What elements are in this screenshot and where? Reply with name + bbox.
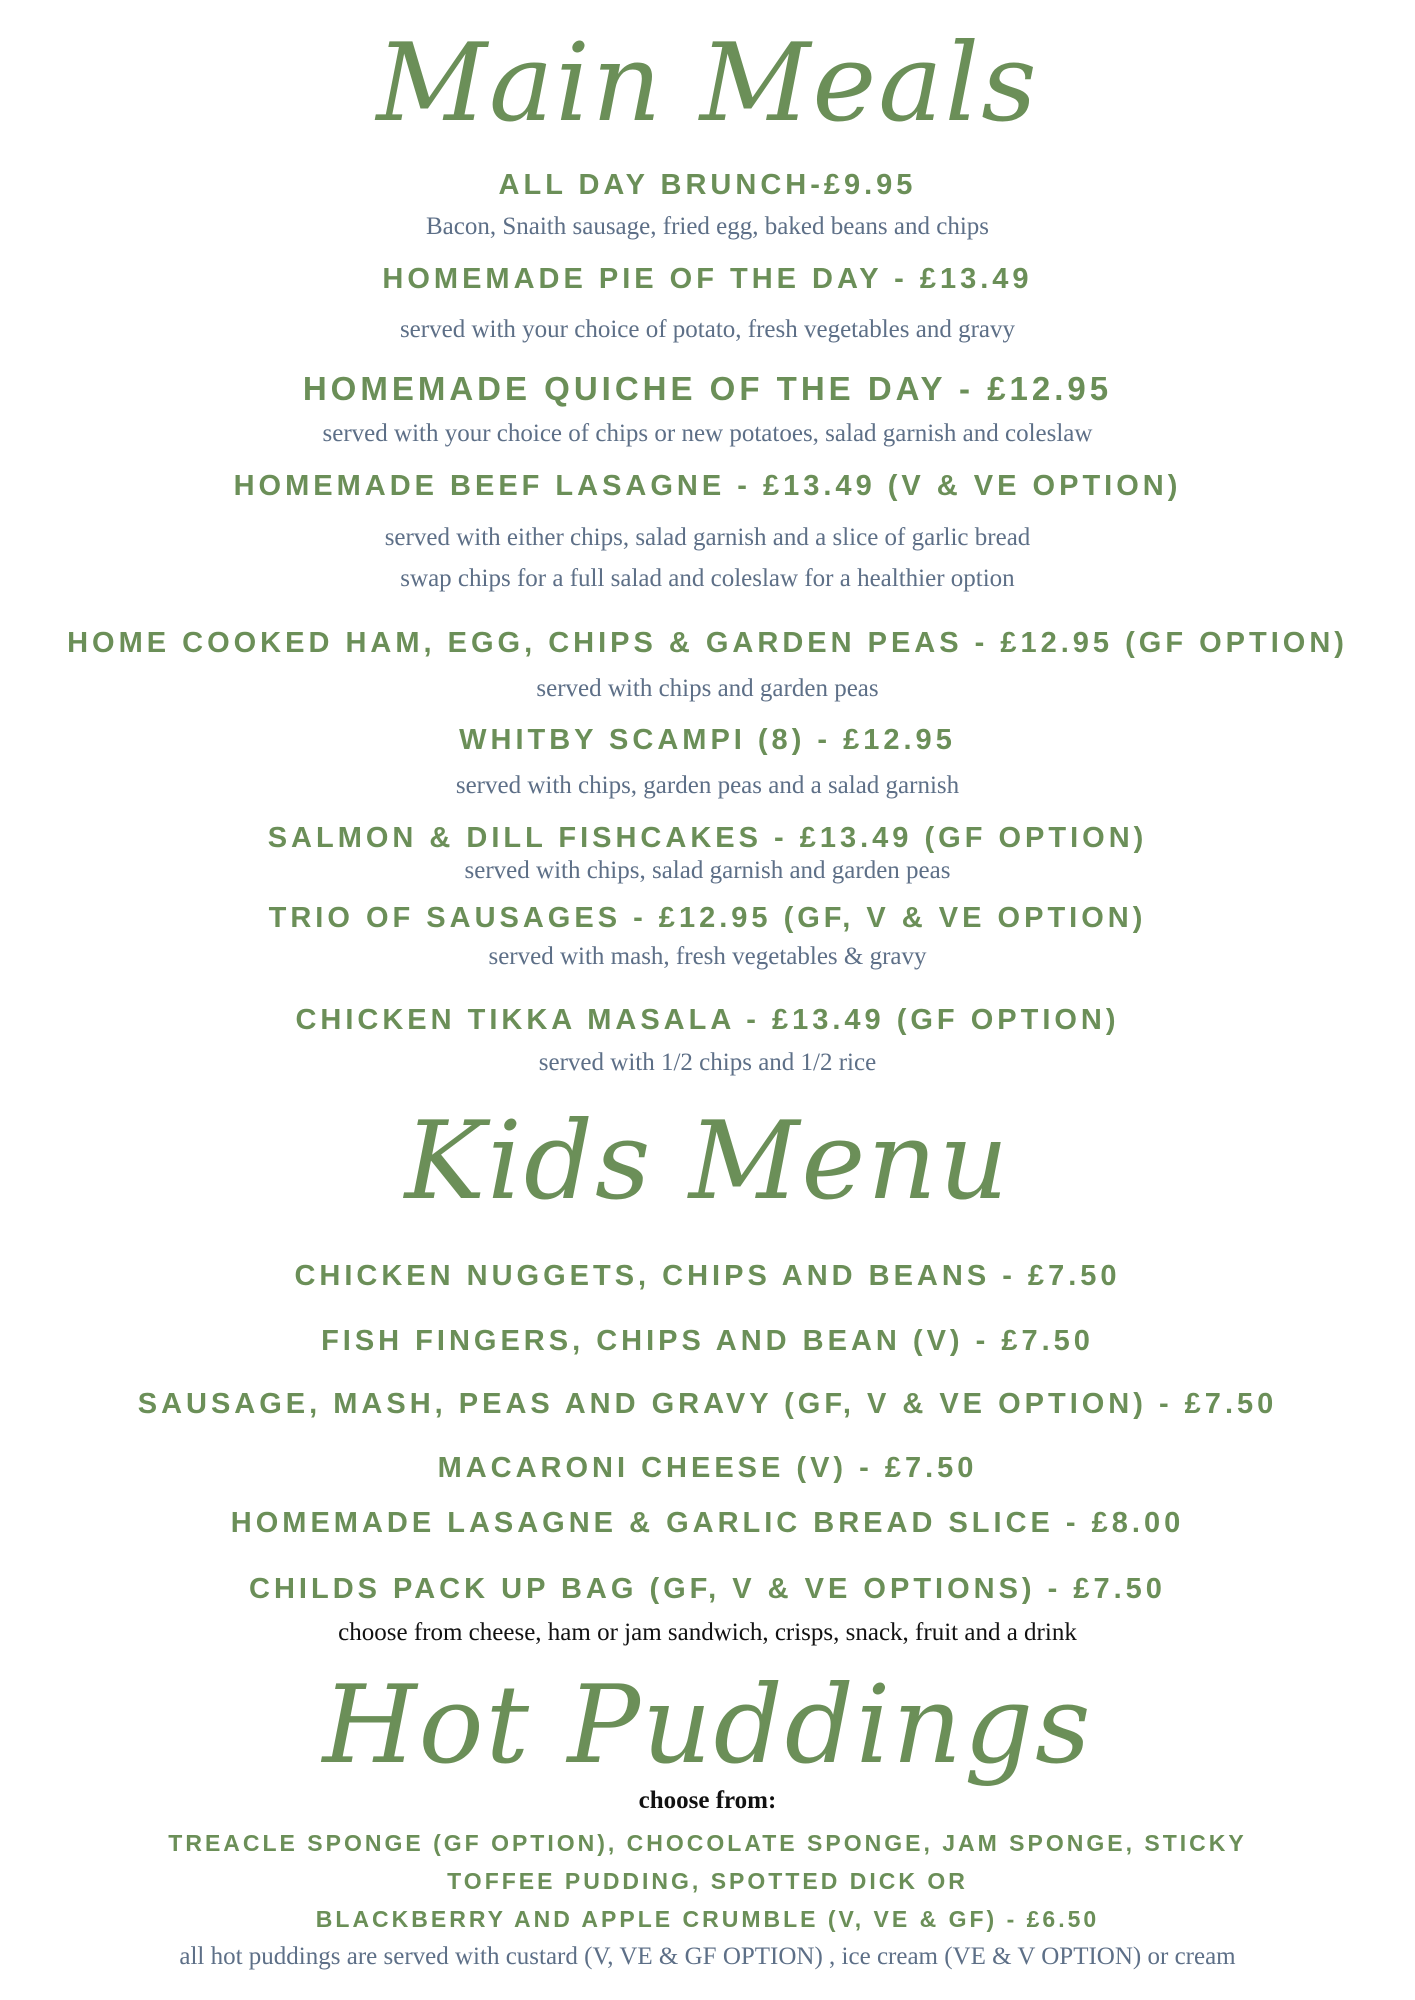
menu-item-quiche: HOMEMADE QUICHE OF THE DAY - £12.95 xyxy=(302,370,1113,407)
kids-item-description: choose from cheese, ham or jam sandwich, crisps, snack, fruit and a drink xyxy=(338,1619,1077,1646)
menu-item-description: served with either chips, salad garnish and a slice of garlic bread xyxy=(384,524,1031,551)
kids-item-pack-up-bag: CHILDS PACK UP BAG (GF, V & VE OPTIONS) - £7.50 xyxy=(249,1573,1166,1605)
puddings-line: TREACLE SPONGE (GF OPTION), CHOCOLATE SPONGE, JAM SPONGE, STICKY xyxy=(168,1830,1247,1856)
kids-item-chicken-nuggets: CHICKEN NUGGETS, CHIPS AND BEANS - £7.50 xyxy=(294,1260,1121,1292)
menu-item-description: served with chips and garden peas xyxy=(536,675,879,702)
menu-item-description: served with mash, fresh vegetables & gravy xyxy=(488,943,927,970)
menu-item-description: Bacon, Snaith sausage, fried egg, baked beans and chips xyxy=(425,213,990,240)
menu-item-salmon-fishcakes: SALMON & DILL FISHCAKES - £13.49 (GF OPTION) xyxy=(267,822,1148,854)
menu-item-description: served with chips, salad garnish and garden peas xyxy=(464,857,951,884)
kids-item-macaroni-cheese: MACARONI CHEESE (V) - £7.50 xyxy=(437,1452,978,1484)
puddings-line: TOFFEE PUDDING, SPOTTED DICK OR xyxy=(447,1868,968,1894)
main-meals-title: Main Meals xyxy=(376,21,1039,146)
menu-item-beef-lasagne: HOMEMADE BEEF LASAGNE - £13.49 (V & VE OPTION) xyxy=(233,470,1182,502)
menu-item-ham-egg-chips: HOME COOKED HAM, EGG, CHIPS & GARDEN PEAS - £12.95 (GF OPTION) xyxy=(67,627,1348,659)
menu-item-description: served with 1/2 chips and 1/2 rice xyxy=(538,1049,877,1076)
kids-item-lasagne: HOMEMADE LASAGNE & GARLIC BREAD SLICE - £8.00 xyxy=(230,1507,1185,1539)
kids-item-fish-fingers: FISH FINGERS, CHIPS AND BEAN (V) - £7.50 xyxy=(321,1325,1094,1357)
menu-item-all-day-brunch: ALL DAY BRUNCH-£9.95 xyxy=(498,169,917,201)
kids-menu-title: Kids Menu xyxy=(404,1099,1011,1224)
menu-item-description: served with your choice of potato, fresh vegetables and gravy xyxy=(399,316,1016,343)
menu-item-description-extra: swap chips for a full salad and coleslaw for a healthier option xyxy=(400,565,1015,592)
menu-item-description: served with your choice of chips or new potatoes, salad garnish and coleslaw xyxy=(322,420,1093,447)
kids-item-sausage-mash: SAUSAGE, MASH, PEAS AND GRAVY (GF, V & VE OPTION) - £7.50 xyxy=(137,1388,1278,1420)
menu-item-whitby-scampi: WHITBY SCAMPI (8) - £12.95 xyxy=(459,724,956,756)
menu-item-description: served with chips, garden peas and a salad garnish xyxy=(455,772,960,799)
choose-from-label: choose from: xyxy=(638,1787,777,1814)
puddings-line: BLACKBERRY AND APPLE CRUMBLE (V, VE & GF) - £6.50 xyxy=(315,1906,1100,1932)
menu-item-chicken-tikka: CHICKEN TIKKA MASALA - £13.49 (GF OPTION) xyxy=(295,1004,1120,1036)
menu-item-trio-of-sausages: TRIO OF SAUSAGES - £12.95 (GF, V & VE OPTION) xyxy=(268,902,1147,934)
menu-item-pie: HOMEMADE PIE OF THE DAY - £13.49 xyxy=(382,263,1033,295)
puddings-note: all hot puddings are served with custard (V, VE & GF OPTION) , ice cream (VE & V OPTION) or cream xyxy=(179,1943,1236,1970)
hot-puddings-title: Hot Puddings xyxy=(322,1663,1093,1788)
